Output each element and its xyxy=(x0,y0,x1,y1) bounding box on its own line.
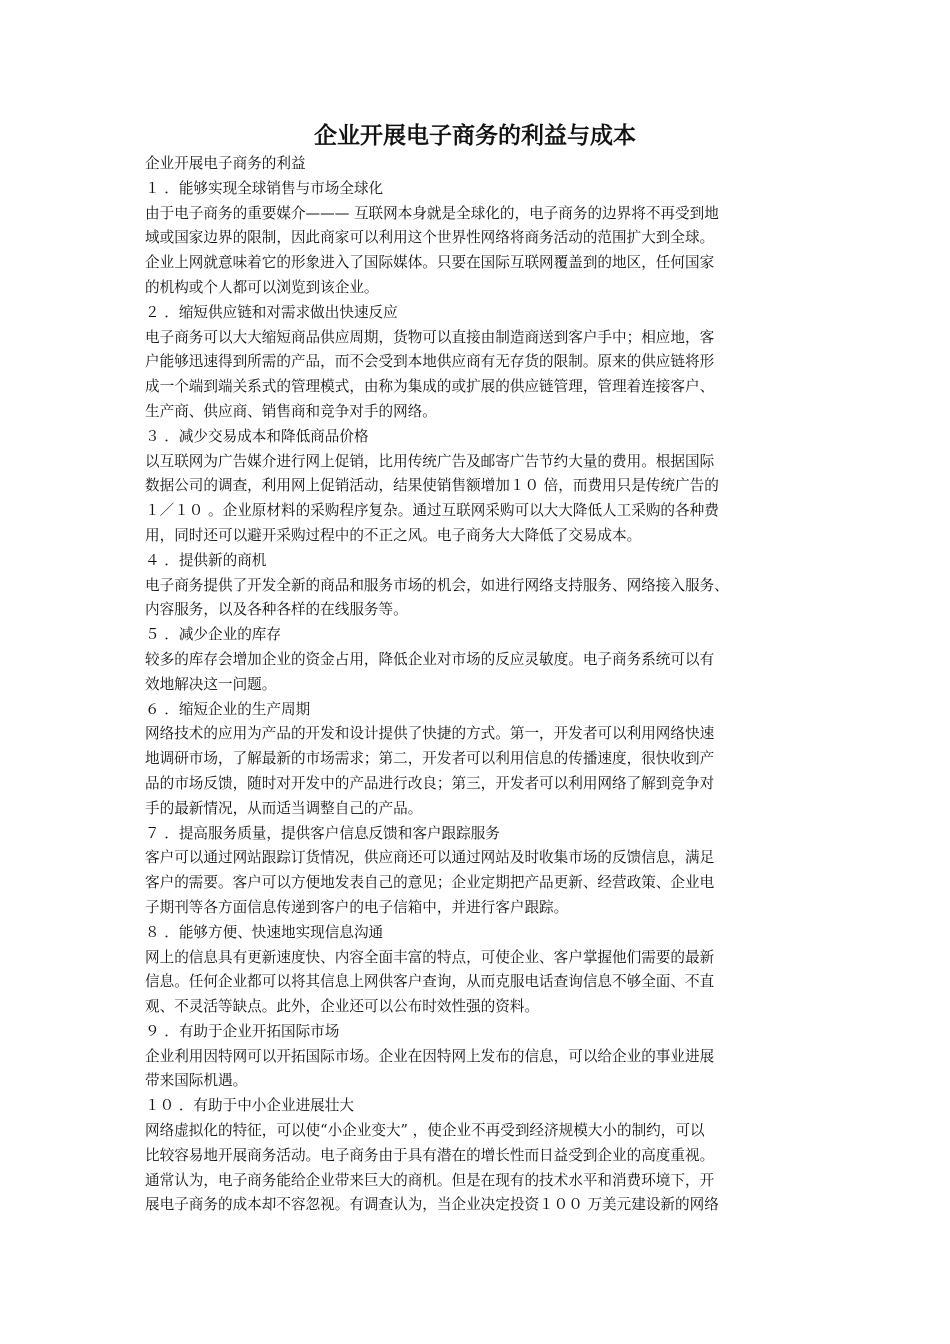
text-line: 通常认为，电子商务能给企业带来巨大的商机。但是在现有的技术水平和消费环境下，开 xyxy=(145,1171,715,1189)
text-line: 的机构或个人都可以浏览到该企业。 xyxy=(145,278,379,296)
text-line: 企业利用因特网可以开拓国际市场。企业在因特网上发布的信息，可以给企业的事业进展 xyxy=(145,1047,715,1065)
text-line: 内容服务，以及各种各样的在线服务等。 xyxy=(145,601,408,619)
text-line: 展电子商务的成本却不容忽视。有调查认为，当企业决定投资１００ 万美元建设新的网络 xyxy=(145,1196,719,1214)
text-line: 比较容易地开展商务活动。电子商务由于具有潜在的增长性而日益受到企业的高度重视。 xyxy=(145,1146,715,1164)
text-line: 客户的需要。客户可以方便地发表自己的意见；企业定期把产品更新、经营政策、企业电 xyxy=(145,874,715,892)
text-line: 观、不灵活等缺点。此外，企业还可以公布时效性强的资料。 xyxy=(145,998,540,1016)
document-title: 企业开展电子商务的利益与成本 xyxy=(314,122,636,149)
text-line: ４ ．提供新的商机 xyxy=(145,551,267,569)
text-line: ７ ．提高服务质量，提供客户信息反馈和客户跟踪服务 xyxy=(145,824,500,842)
text-line: ８ ．能够方便、快速地实现信息沟通 xyxy=(145,923,384,941)
text-line: 用，同时还可以避开采购过程中的不正之风。电子商务大大降低了交易成本。 xyxy=(145,526,642,544)
document-body xyxy=(145,152,810,1218)
text-line: 域或国家边界的限制，因此商家可以利用这个世界性网络将商务活动的范围扩大到全球。 xyxy=(145,229,715,247)
text-line: ５ ．减少企业的库存 xyxy=(145,626,281,644)
text-line: 电子商务提供了开发全新的商品和服务市场的机会，如进行网络支持服务、网络接入服务、 xyxy=(145,576,729,594)
text-line: 网上的信息具有更新速度快、内容全面丰富的特点，可使企业、客户掌握他们需要的最新 xyxy=(145,948,715,966)
text-line: ６ ．缩短企业的生产周期 xyxy=(145,700,311,718)
text-line: 成一个端到端关系式的管理模式，由称为集成的或扩展的供应链管理，管理着连接客户、 xyxy=(145,378,715,396)
text-line: ９ ．有助于企业开拓国际市场 xyxy=(145,1022,340,1040)
text-line: 网络虚拟化的特征，可以使“小企业变大” ，使企业不再受到经济规模大小的制约，可以 xyxy=(145,1122,705,1140)
text-line: １０ ．有助于中小企业进展壮大 xyxy=(145,1097,354,1115)
text-line: 子期刊等各方面信息传递到客户的电子信箱中，并进行客户跟踪。 xyxy=(145,898,569,916)
text-line: 较多的库存会增加企业的资金占用，降低企业对市场的反应灵敏度。电子商务系统可以有 xyxy=(145,650,715,668)
text-line: ３ ．减少交易成本和降低商品价格 xyxy=(145,427,369,445)
text-line: 网络技术的应用为产品的开发和设计提供了快捷的方式。第一，开发者可以利用网络快速 xyxy=(145,725,715,743)
text-line: 地调研市场，了解最新的市场需求；第二，开发者可以利用信息的传播速度，很快收到产 xyxy=(145,750,715,768)
text-line: 由于电子商务的重要媒介——— 互联网本身就是全球化的，电子商务的边界将不再受到地 xyxy=(145,204,719,222)
text-line: ２ ．缩短供应链和对需求做出快速反应 xyxy=(145,303,398,321)
text-line: 企业上网就意味着它的形象进入了国际媒体。只要在国际互联网覆盖到的地区，任何国家 xyxy=(145,254,715,272)
text-line: 企业开展电子商务的利益 xyxy=(145,155,306,172)
text-line: 户能够迅速得到所需的产品，而不会受到本地供应商有无存货的限制。原来的供应链将形 xyxy=(145,353,715,371)
text-line: 生产商、供应商、销售商和竞争对手的网络。 xyxy=(145,402,437,420)
text-line: 信息。任何企业都可以将其信息上网供客户查询，从而克服电话查询信息不够全面、不直 xyxy=(145,973,715,991)
text-line: 品的市场反馈，随时对开发中的产品进行改良；第三，开发者可以利用网络了解到竞争对 xyxy=(145,774,715,792)
text-line: 效地解决这一问题。 xyxy=(145,675,277,693)
text-line: 电子商务可以大大缩短商品供应周期，货物可以直接由制造商送到客户手中；相应地，客 xyxy=(145,328,715,346)
text-line: １／１０ 。企业原材料的采购程序复杂。通过互联网采购可以大大降低人工采购的各种费 xyxy=(145,502,719,520)
text-line: 数据公司的调查，利用网上促销活动，结果使销售额增加１０ 倍，而费用只是传统广告的 xyxy=(145,477,719,495)
text-line: 客户可以通过网站跟踪订货情况，供应商还可以通过网站及时收集市场的反馈信息，满足 xyxy=(145,849,715,867)
text-line: １ ．能够实现全球销售与市场全球化 xyxy=(145,179,384,197)
text-line: 以互联网为广告媒介进行网上促销，比用传统广告及邮寄广告节约大量的费用。根据国际 xyxy=(145,452,715,470)
text-line: 带来国际机遇。 xyxy=(145,1072,248,1090)
text-line: 手的最新情况，从而适当调整自己的产品。 xyxy=(145,799,423,817)
